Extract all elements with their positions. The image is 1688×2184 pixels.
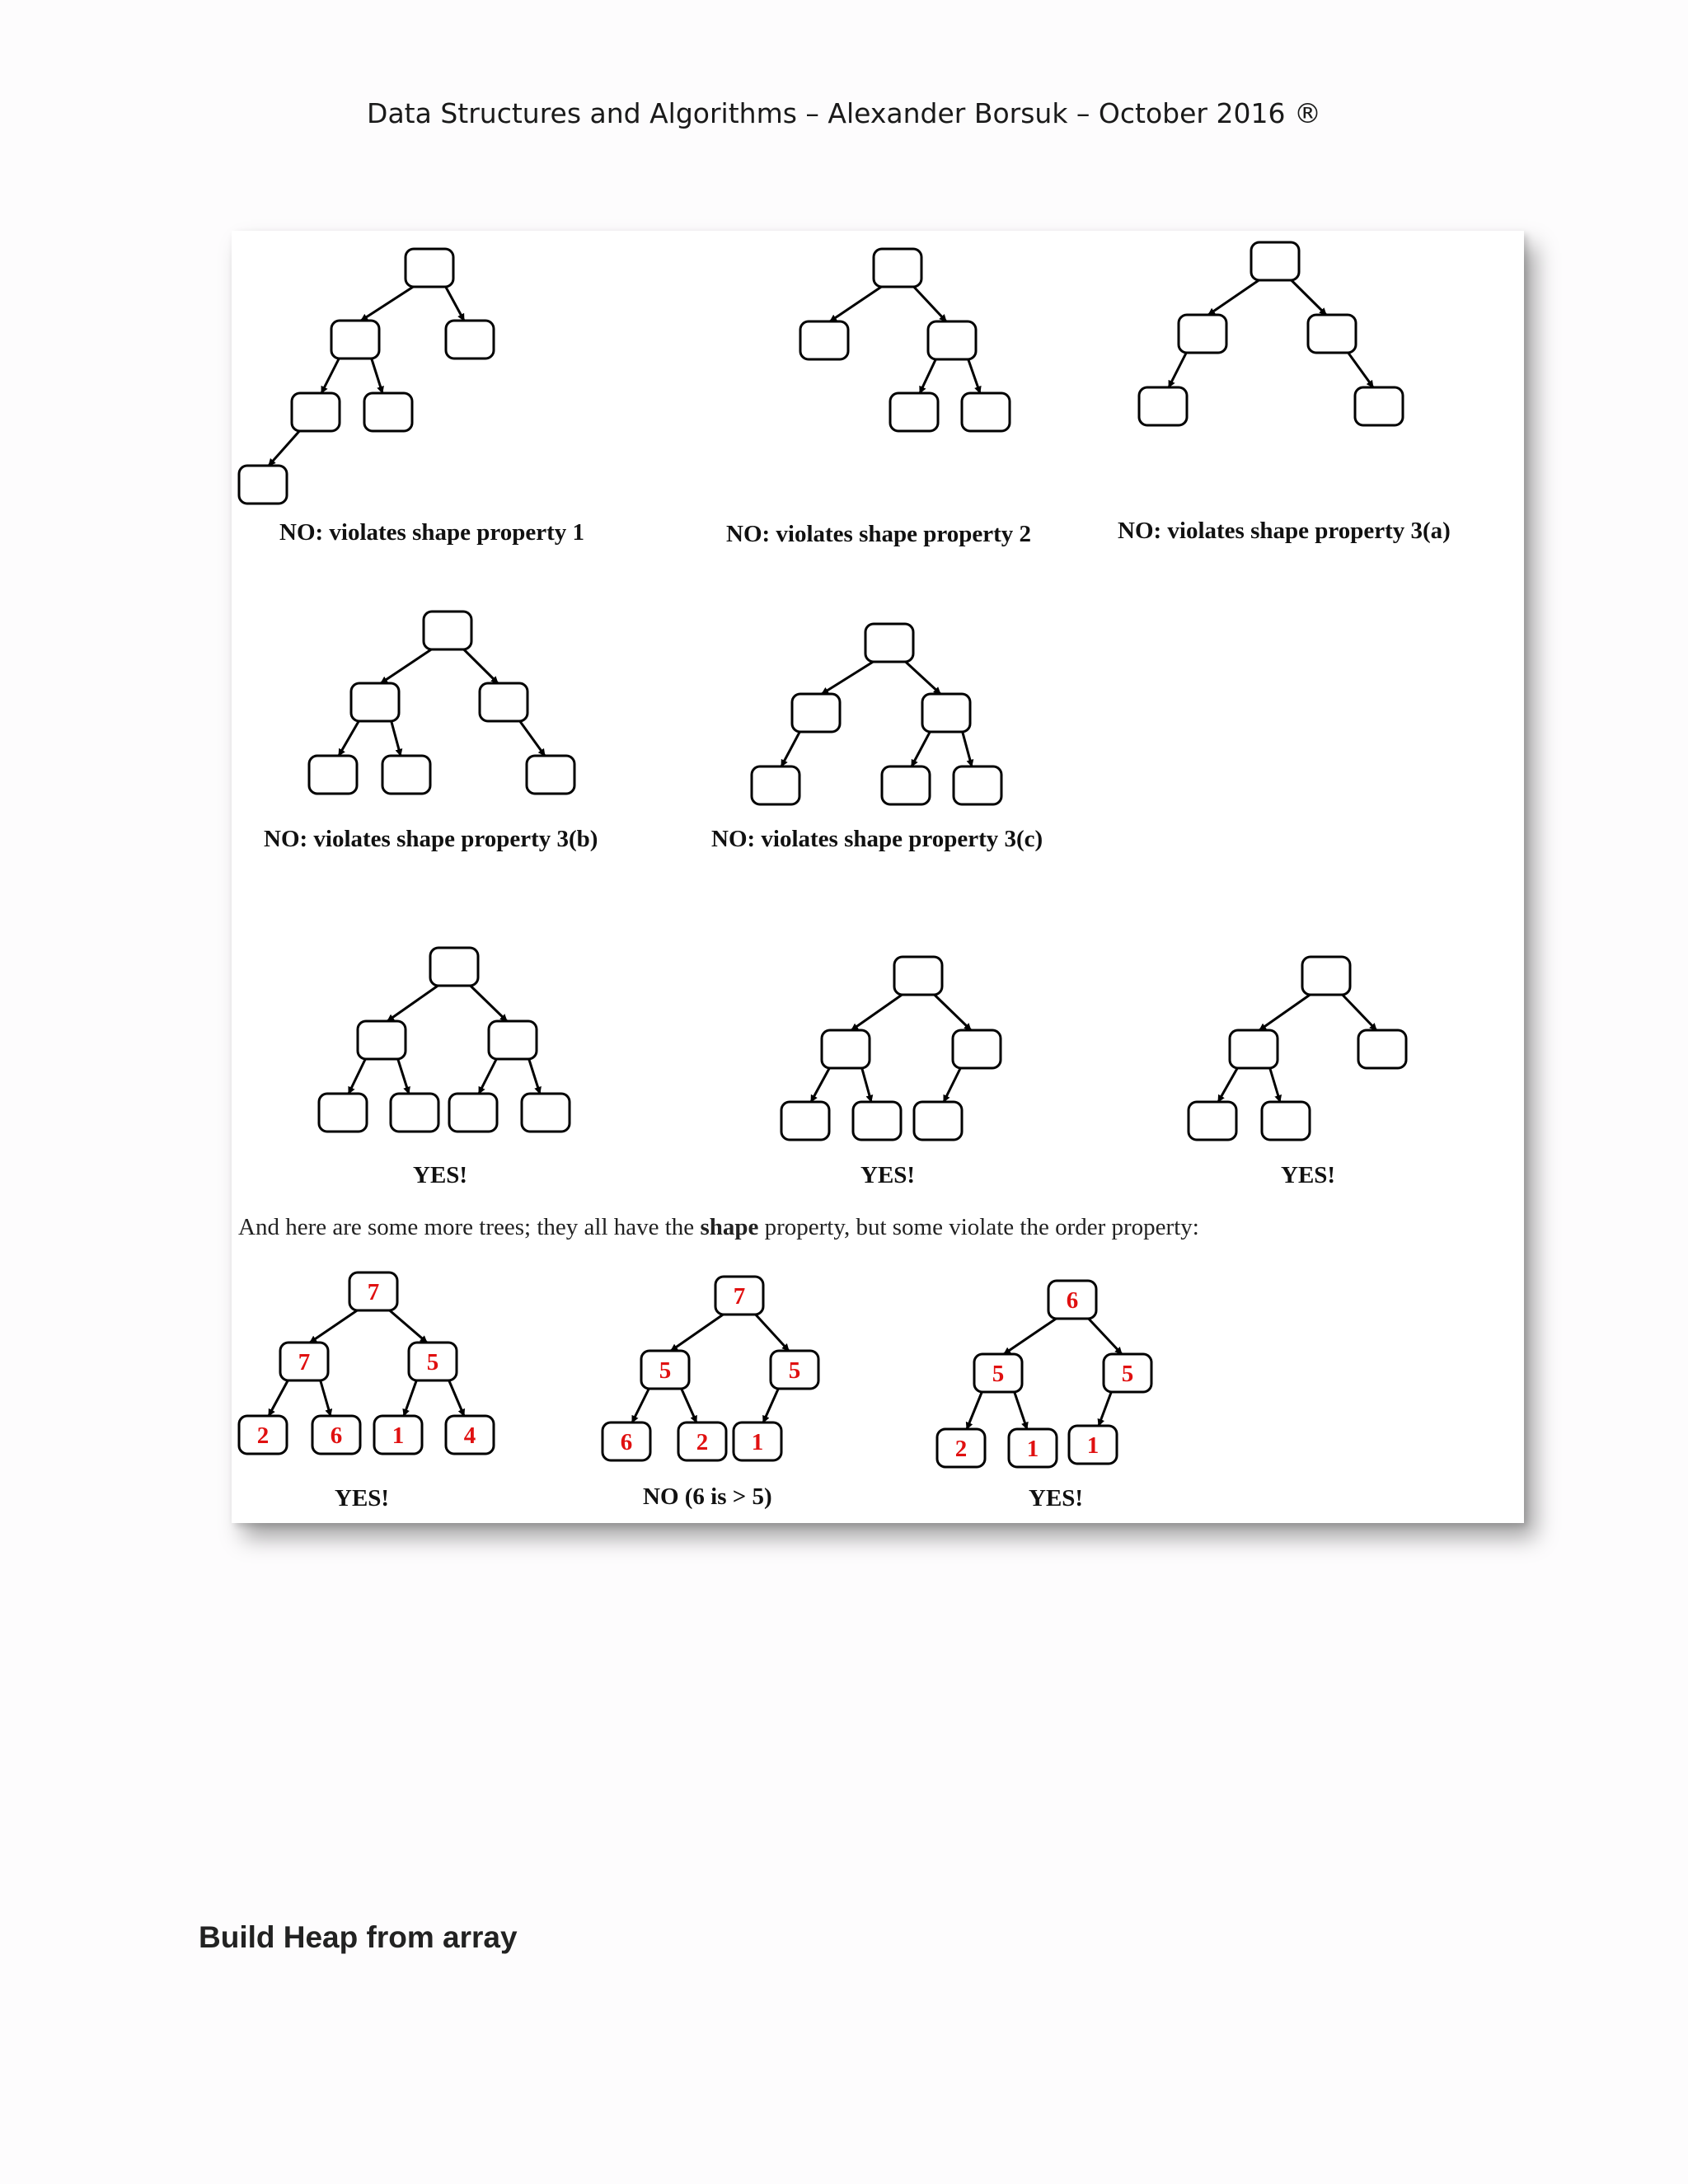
caption-shape-3a: NO: violates shape property 3(a) bbox=[1118, 518, 1451, 544]
tree-edge-arrow bbox=[862, 1068, 871, 1102]
tree-node bbox=[792, 694, 840, 732]
caption-shape-2: NO: violates shape property 2 bbox=[726, 521, 1032, 547]
section-heading: Build Heap from array bbox=[199, 1920, 518, 1954]
tree-node bbox=[882, 766, 930, 804]
tree-node-value: 2 bbox=[954, 1436, 968, 1462]
tree-node-value: 1 bbox=[751, 1429, 764, 1455]
tree-edge-arrow bbox=[471, 986, 507, 1021]
page-header: Data Structures and Algorithms – Alexander Borsuk – October 2016 ® bbox=[367, 97, 1321, 129]
tree-edge-arrow bbox=[464, 649, 498, 683]
tree-edge-arrow bbox=[321, 1380, 331, 1416]
tree-edge-arrow bbox=[1343, 995, 1376, 1030]
tree-node bbox=[1251, 242, 1299, 280]
tree-node-value: 2 bbox=[256, 1422, 270, 1449]
tree-node-value: 5 bbox=[659, 1357, 672, 1384]
tree-node bbox=[894, 957, 942, 995]
caption-shape-1: NO: violates shape property 1 bbox=[279, 519, 585, 546]
tree-edge-arrow bbox=[682, 1389, 696, 1422]
tree-edge-arrow bbox=[1015, 1392, 1027, 1429]
tree-node-value: 5 bbox=[426, 1349, 439, 1376]
tree-edge-arrow bbox=[529, 1059, 540, 1094]
tree-node bbox=[391, 1094, 438, 1132]
tree-node bbox=[890, 393, 938, 431]
tree-edge-arrow bbox=[851, 995, 902, 1030]
caption-order-no: NO (6 is > 5) bbox=[643, 1483, 772, 1510]
tree-node bbox=[449, 1094, 497, 1132]
tree-edge-arrow bbox=[349, 1059, 365, 1094]
tree-node bbox=[781, 1102, 829, 1140]
caption-yes-1: YES! bbox=[413, 1162, 468, 1188]
tree-edge-arrow bbox=[920, 359, 935, 393]
tree-edge-arrow bbox=[1259, 995, 1310, 1030]
caption-shape-3b: NO: violates shape property 3(b) bbox=[264, 826, 598, 852]
tree-node-value: 7 bbox=[367, 1279, 380, 1305]
tree-node bbox=[1262, 1102, 1310, 1140]
tree-node-value: 4 bbox=[463, 1422, 476, 1449]
tree-node bbox=[1230, 1030, 1278, 1068]
tree-node bbox=[914, 1102, 962, 1140]
tree-node bbox=[1308, 315, 1356, 353]
tree-edge-arrow bbox=[822, 662, 873, 694]
tree-node bbox=[522, 1094, 570, 1132]
tree-node bbox=[1189, 1102, 1236, 1140]
tree-node bbox=[922, 694, 970, 732]
tree-node bbox=[424, 612, 471, 649]
tree-node-value: 7 bbox=[298, 1349, 311, 1376]
tree-edge-arrow bbox=[944, 1068, 960, 1102]
tree-node-value: 6 bbox=[620, 1429, 633, 1455]
tree-edge-arrow bbox=[372, 359, 382, 393]
tree-node bbox=[406, 249, 453, 287]
tree-edge-arrow bbox=[1292, 280, 1326, 315]
caption-shape-3c: NO: violates shape property 3(c) bbox=[711, 826, 1043, 852]
tree-node-value: 1 bbox=[392, 1422, 405, 1449]
tree-edge-arrow bbox=[398, 1059, 409, 1094]
tree-edge-arrow bbox=[1208, 280, 1259, 315]
tree-edge-arrow bbox=[381, 649, 431, 683]
tree-edge-arrow bbox=[811, 1068, 829, 1102]
tree-node bbox=[962, 393, 1010, 431]
tree-edge-arrow bbox=[392, 721, 401, 756]
tree-edge-arrow bbox=[1348, 353, 1373, 387]
tree-edge-arrow bbox=[632, 1389, 649, 1422]
tree-node bbox=[853, 1102, 901, 1140]
tree-node bbox=[1179, 315, 1226, 353]
tree-node bbox=[382, 756, 430, 794]
tree-node-value: 6 bbox=[1066, 1287, 1079, 1314]
tree-node bbox=[1139, 387, 1187, 425]
tree-diagrams bbox=[232, 231, 1524, 1523]
tree-node bbox=[309, 756, 357, 794]
tree-edge-arrow bbox=[935, 995, 971, 1030]
tree-node bbox=[527, 756, 574, 794]
tree-node-value: 2 bbox=[696, 1429, 709, 1455]
tree-node bbox=[351, 683, 399, 721]
tree-edge-arrow bbox=[963, 732, 972, 766]
tree-edge-arrow bbox=[1004, 1319, 1056, 1354]
tree-edge-arrow bbox=[1089, 1319, 1122, 1354]
tree-node-value: 5 bbox=[992, 1361, 1005, 1387]
tree-edge-arrow bbox=[310, 1310, 357, 1343]
tree-node bbox=[822, 1030, 870, 1068]
tree-edge-arrow bbox=[1169, 353, 1186, 387]
tree-edge-arrow bbox=[830, 287, 881, 321]
tree-edge-arrow bbox=[390, 1310, 427, 1343]
tree-node-value: 6 bbox=[330, 1422, 343, 1449]
tree-node-value: 1 bbox=[1086, 1432, 1100, 1459]
tree-edge-arrow bbox=[781, 732, 799, 766]
tree-edge-arrow bbox=[404, 1380, 416, 1416]
tree-edge-arrow bbox=[361, 287, 413, 321]
caption-order-yes-1: YES! bbox=[335, 1485, 390, 1511]
tree-node bbox=[1302, 957, 1350, 995]
tree-edge-arrow bbox=[967, 1392, 982, 1429]
tree-edge-arrow bbox=[1218, 1068, 1237, 1102]
tree-node bbox=[953, 1030, 1001, 1068]
tree-edge-arrow bbox=[446, 287, 464, 321]
tree-edge-arrow bbox=[520, 721, 545, 756]
tree-node bbox=[331, 321, 379, 359]
order-property-sentence: And here are some more trees; they all have the shape property, but some violate the order property: bbox=[238, 1214, 1199, 1240]
tree-edge-arrow bbox=[1099, 1392, 1111, 1426]
tree-node bbox=[480, 683, 528, 721]
tree-node-value: 5 bbox=[788, 1357, 801, 1384]
caption-order-yes-2: YES! bbox=[1029, 1485, 1084, 1511]
tree-node bbox=[865, 624, 913, 662]
tree-node bbox=[292, 393, 340, 431]
tree-edge-arrow bbox=[479, 1059, 496, 1094]
tree-node-value: 5 bbox=[1121, 1361, 1134, 1387]
tree-node bbox=[1358, 1030, 1406, 1068]
caption-yes-3: YES! bbox=[1281, 1162, 1336, 1188]
tree-node bbox=[489, 1021, 537, 1059]
tree-node bbox=[364, 393, 412, 431]
tree-edge-arrow bbox=[321, 359, 339, 393]
tree-edge-arrow bbox=[912, 732, 930, 766]
tree-edge-arrow bbox=[968, 359, 980, 393]
tree-node bbox=[874, 249, 921, 287]
tree-edge-arrow bbox=[756, 1315, 789, 1351]
tree-node bbox=[1355, 387, 1403, 425]
tree-edge-arrow bbox=[914, 287, 946, 321]
caption-yes-2: YES! bbox=[860, 1162, 916, 1188]
tree-edge-arrow bbox=[449, 1380, 464, 1416]
tree-edge-arrow bbox=[906, 662, 940, 694]
tree-edge-arrow bbox=[763, 1389, 778, 1422]
tree-node bbox=[358, 1021, 406, 1059]
tree-node bbox=[446, 321, 494, 359]
tree-node-value: 7 bbox=[733, 1283, 746, 1310]
tree-edge-arrow bbox=[339, 721, 359, 756]
tree-node-value: 1 bbox=[1026, 1436, 1039, 1462]
tree-edge-arrow bbox=[269, 1380, 288, 1416]
tree-edge-arrow bbox=[269, 431, 299, 466]
tree-node bbox=[752, 766, 799, 804]
tree-node bbox=[319, 1094, 367, 1132]
tree-node bbox=[928, 321, 976, 359]
tree-node bbox=[430, 948, 478, 986]
tree-edge-arrow bbox=[387, 986, 438, 1021]
tree-node bbox=[954, 766, 1001, 804]
tree-edge-arrow bbox=[671, 1315, 723, 1351]
heap-shape-figure bbox=[232, 231, 1524, 1523]
tree-node bbox=[800, 321, 848, 359]
tree-node bbox=[239, 466, 287, 504]
tree-edge-arrow bbox=[1270, 1068, 1280, 1102]
